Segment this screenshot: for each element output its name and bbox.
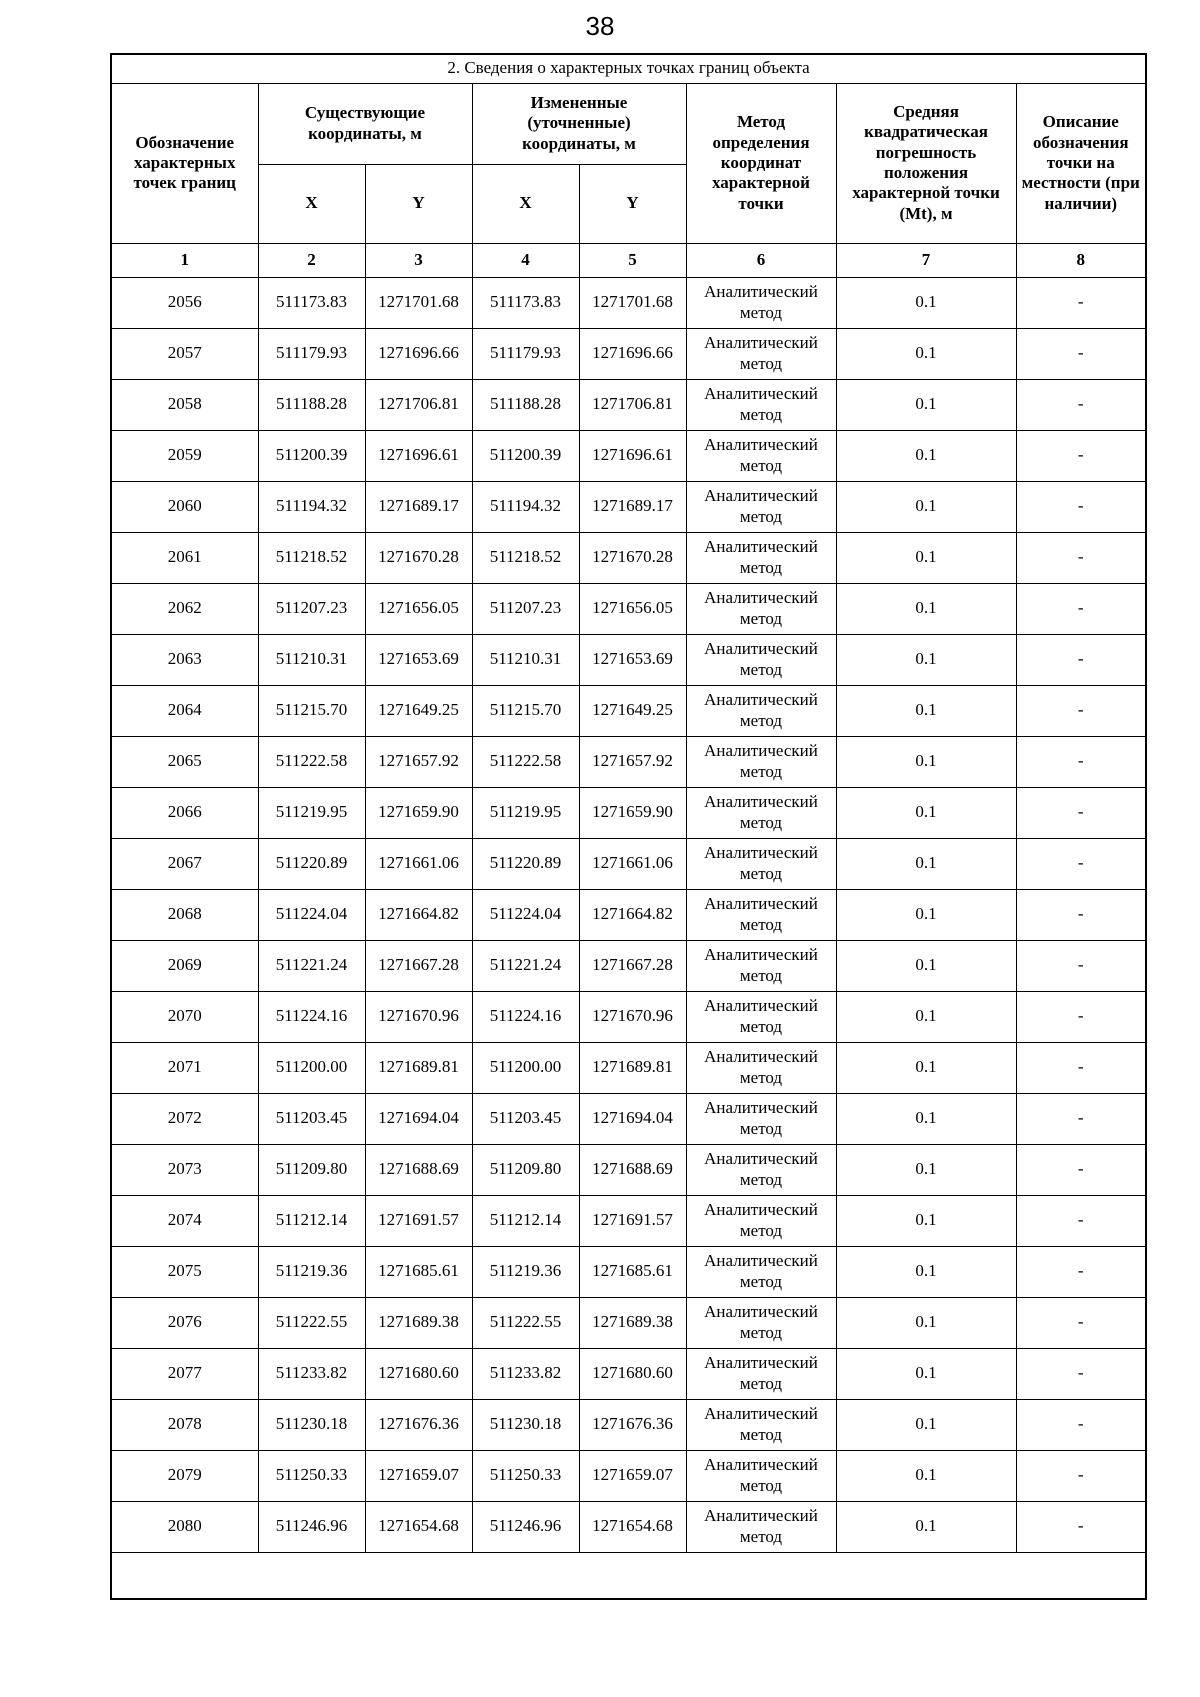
x-existing-cell: 511219.36 — [258, 1246, 365, 1297]
header-designation: Обозначение характерных точек границ — [111, 83, 258, 243]
y-existing-cell: 1271689.38 — [365, 1297, 472, 1348]
description-cell: - — [1016, 1246, 1146, 1297]
method-cell: Аналитический метод — [686, 1399, 836, 1450]
header-rmse: Средняя квадратическая погрешность положения характерной точки (Mt), м — [836, 83, 1016, 243]
y-existing-cell: 1271696.61 — [365, 430, 472, 481]
x-existing-cell: 511246.96 — [258, 1501, 365, 1552]
rmse-cell: 0.1 — [836, 838, 1016, 889]
y-existing-cell: 1271670.96 — [365, 991, 472, 1042]
y-changed-cell: 1271688.69 — [579, 1144, 686, 1195]
rmse-cell: 0.1 — [836, 889, 1016, 940]
rmse-cell: 0.1 — [836, 1144, 1016, 1195]
y-changed-cell: 1271696.66 — [579, 328, 686, 379]
header-description: Описание обозначения точки на местности (при наличии) — [1016, 83, 1146, 243]
table-row — [111, 787, 1146, 838]
y-existing-cell: 1271664.82 — [365, 889, 472, 940]
table-row — [111, 379, 1146, 430]
description-cell: - — [1016, 1093, 1146, 1144]
y-changed-cell: 1271653.69 — [579, 634, 686, 685]
description-cell: - — [1016, 277, 1146, 328]
rmse-cell: 0.1 — [836, 1297, 1016, 1348]
y-changed-cell: 1271676.36 — [579, 1399, 686, 1450]
empty-row — [111, 1552, 1146, 1599]
table-row — [111, 685, 1146, 736]
point-number-cell: 2058 — [111, 379, 258, 430]
page-number: 38 — [585, 11, 615, 41]
rmse-cell: 0.1 — [836, 1195, 1016, 1246]
x-changed-cell: 511219.36 — [472, 1246, 579, 1297]
rmse-cell: 0.1 — [836, 787, 1016, 838]
y-existing-cell: 1271688.69 — [365, 1144, 472, 1195]
description-cell: - — [1016, 736, 1146, 787]
x-changed-cell: 511212.14 — [472, 1195, 579, 1246]
description-cell: - — [1016, 1450, 1146, 1501]
description-cell: - — [1016, 1501, 1146, 1552]
y-existing-cell: 1271680.60 — [365, 1348, 472, 1399]
x-changed-cell: 511221.24 — [472, 940, 579, 991]
x-changed-cell: 511220.89 — [472, 838, 579, 889]
description-cell: - — [1016, 1399, 1146, 1450]
x-existing-cell: 511250.33 — [258, 1450, 365, 1501]
rmse-cell: 0.1 — [836, 1042, 1016, 1093]
point-number-cell: 2063 — [111, 634, 258, 685]
table-row — [111, 838, 1146, 889]
description-cell: - — [1016, 430, 1146, 481]
y-existing-cell: 1271685.61 — [365, 1246, 472, 1297]
method-cell: Аналитический метод — [686, 1195, 836, 1246]
y-existing-cell: 1271654.68 — [365, 1501, 472, 1552]
table-row — [111, 991, 1146, 1042]
y-existing-cell: 1271661.06 — [365, 838, 472, 889]
rmse-cell: 0.1 — [836, 277, 1016, 328]
method-cell: Аналитический метод — [686, 532, 836, 583]
header-y-existing: Y — [365, 164, 472, 243]
x-changed-cell: 511218.52 — [472, 532, 579, 583]
y-changed-cell: 1271694.04 — [579, 1093, 686, 1144]
y-changed-cell: 1271659.90 — [579, 787, 686, 838]
y-changed-cell: 1271649.25 — [579, 685, 686, 736]
column-number-8: 8 — [1016, 243, 1146, 277]
y-changed-cell: 1271689.81 — [579, 1042, 686, 1093]
description-cell: - — [1016, 991, 1146, 1042]
point-number-cell: 2080 — [111, 1501, 258, 1552]
description-cell: - — [1016, 1144, 1146, 1195]
x-changed-cell: 511210.31 — [472, 634, 579, 685]
point-number-cell: 2066 — [111, 787, 258, 838]
method-cell: Аналитический метод — [686, 430, 836, 481]
method-cell: Аналитический метод — [686, 940, 836, 991]
y-changed-cell: 1271670.96 — [579, 991, 686, 1042]
x-existing-cell: 511233.82 — [258, 1348, 365, 1399]
column-number-3: 3 — [365, 243, 472, 277]
rmse-cell: 0.1 — [836, 1093, 1016, 1144]
description-cell: - — [1016, 634, 1146, 685]
method-cell: Аналитический метод — [686, 787, 836, 838]
table-row — [111, 634, 1146, 685]
y-existing-cell: 1271696.66 — [365, 328, 472, 379]
x-existing-cell: 511179.93 — [258, 328, 365, 379]
description-cell: - — [1016, 481, 1146, 532]
x-existing-cell: 511188.28 — [258, 379, 365, 430]
y-changed-cell: 1271667.28 — [579, 940, 686, 991]
y-existing-cell: 1271706.81 — [365, 379, 472, 430]
y-changed-cell: 1271689.17 — [579, 481, 686, 532]
table-row — [111, 1450, 1146, 1501]
y-existing-cell: 1271667.28 — [365, 940, 472, 991]
column-number-5: 5 — [579, 243, 686, 277]
table-title-row — [111, 54, 1146, 84]
point-number-cell: 2070 — [111, 991, 258, 1042]
point-number-cell: 2071 — [111, 1042, 258, 1093]
x-existing-cell: 511221.24 — [258, 940, 365, 991]
header-method: Метод определения координат характерной точки — [686, 83, 836, 243]
description-cell: - — [1016, 889, 1146, 940]
y-changed-cell: 1271691.57 — [579, 1195, 686, 1246]
table-row — [111, 532, 1146, 583]
description-cell: - — [1016, 583, 1146, 634]
rmse-cell: 0.1 — [836, 634, 1016, 685]
method-cell: Аналитический метод — [686, 583, 836, 634]
y-changed-cell: 1271706.81 — [579, 379, 686, 430]
rmse-cell: 0.1 — [836, 736, 1016, 787]
header-x-existing: X — [258, 164, 365, 243]
y-changed-cell: 1271685.61 — [579, 1246, 686, 1297]
method-cell: Аналитический метод — [686, 991, 836, 1042]
table-row — [111, 481, 1146, 532]
method-cell: Аналитический метод — [686, 1450, 836, 1501]
point-number-cell: 2061 — [111, 532, 258, 583]
x-changed-cell: 511200.00 — [472, 1042, 579, 1093]
x-changed-cell: 511246.96 — [472, 1501, 579, 1552]
x-existing-cell: 511222.55 — [258, 1297, 365, 1348]
y-changed-cell: 1271696.61 — [579, 430, 686, 481]
x-changed-cell: 511224.16 — [472, 991, 579, 1042]
y-existing-cell: 1271659.90 — [365, 787, 472, 838]
x-existing-cell: 511230.18 — [258, 1399, 365, 1450]
y-changed-cell: 1271659.07 — [579, 1450, 686, 1501]
x-existing-cell: 511215.70 — [258, 685, 365, 736]
point-number-cell: 2069 — [111, 940, 258, 991]
description-cell: - — [1016, 1297, 1146, 1348]
y-existing-cell: 1271691.57 — [365, 1195, 472, 1246]
method-cell: Аналитический метод — [686, 1144, 836, 1195]
x-existing-cell: 511224.16 — [258, 991, 365, 1042]
y-changed-cell: 1271670.28 — [579, 532, 686, 583]
point-number-cell: 2056 — [111, 277, 258, 328]
method-cell: Аналитический метод — [686, 685, 836, 736]
header-changed-coords-text: Измененные (уточненные) координаты, м — [522, 93, 636, 153]
x-existing-cell: 511173.83 — [258, 277, 365, 328]
column-numbers-row — [111, 243, 1146, 277]
table-row — [111, 1093, 1146, 1144]
y-existing-cell: 1271659.07 — [365, 1450, 472, 1501]
table-title: 2. Сведения о характерных точках границ объекта — [111, 54, 1146, 84]
point-number-cell: 2072 — [111, 1093, 258, 1144]
method-cell: Аналитический метод — [686, 1093, 836, 1144]
description-cell: - — [1016, 787, 1146, 838]
column-number-4: 4 — [472, 243, 579, 277]
x-changed-cell: 511207.23 — [472, 583, 579, 634]
table-row — [111, 328, 1146, 379]
rmse-cell: 0.1 — [836, 991, 1016, 1042]
column-number-1: 1 — [111, 243, 258, 277]
y-changed-cell: 1271664.82 — [579, 889, 686, 940]
table-row — [111, 940, 1146, 991]
header-changed-coords — [472, 83, 686, 164]
method-cell: Аналитический метод — [686, 634, 836, 685]
table-row — [111, 736, 1146, 787]
x-changed-cell: 511215.70 — [472, 685, 579, 736]
point-number-cell: 2078 — [111, 1399, 258, 1450]
rmse-cell: 0.1 — [836, 685, 1016, 736]
table-row — [111, 277, 1146, 328]
header-x-changed: X — [472, 164, 579, 243]
x-changed-cell: 511230.18 — [472, 1399, 579, 1450]
method-cell: Аналитический метод — [686, 328, 836, 379]
table-row — [111, 889, 1146, 940]
rmse-cell: 0.1 — [836, 1348, 1016, 1399]
point-number-cell: 2073 — [111, 1144, 258, 1195]
point-number-cell: 2077 — [111, 1348, 258, 1399]
description-cell: - — [1016, 328, 1146, 379]
point-number-cell: 2074 — [111, 1195, 258, 1246]
x-existing-cell: 511200.39 — [258, 430, 365, 481]
table-body — [111, 277, 1146, 1552]
description-cell: - — [1016, 685, 1146, 736]
x-existing-cell: 511212.14 — [258, 1195, 365, 1246]
x-existing-cell: 511209.80 — [258, 1144, 365, 1195]
x-changed-cell: 511219.95 — [472, 787, 579, 838]
method-cell: Аналитический метод — [686, 838, 836, 889]
header-existing-coords: Существующие координаты, м — [258, 83, 472, 164]
empty-row-cell — [111, 1552, 1146, 1599]
description-cell: - — [1016, 1348, 1146, 1399]
point-number-cell: 2068 — [111, 889, 258, 940]
description-cell: - — [1016, 1042, 1146, 1093]
point-number-cell: 2060 — [111, 481, 258, 532]
point-number-cell: 2062 — [111, 583, 258, 634]
point-number-cell: 2067 — [111, 838, 258, 889]
point-number-cell: 2075 — [111, 1246, 258, 1297]
rmse-cell: 0.1 — [836, 430, 1016, 481]
rmse-cell: 0.1 — [836, 940, 1016, 991]
rmse-cell: 0.1 — [836, 583, 1016, 634]
description-cell: - — [1016, 940, 1146, 991]
rmse-cell: 0.1 — [836, 481, 1016, 532]
column-number-7: 7 — [836, 243, 1016, 277]
table-row — [111, 1144, 1146, 1195]
method-cell: Аналитический метод — [686, 277, 836, 328]
method-cell: Аналитический метод — [686, 736, 836, 787]
table-row — [111, 430, 1146, 481]
y-existing-cell: 1271656.05 — [365, 583, 472, 634]
x-existing-cell: 511210.31 — [258, 634, 365, 685]
point-number-cell: 2079 — [111, 1450, 258, 1501]
x-existing-cell: 511194.32 — [258, 481, 365, 532]
rmse-cell: 0.1 — [836, 328, 1016, 379]
method-cell: Аналитический метод — [686, 1042, 836, 1093]
y-changed-cell: 1271701.68 — [579, 277, 686, 328]
x-existing-cell: 511200.00 — [258, 1042, 365, 1093]
x-changed-cell: 511179.93 — [472, 328, 579, 379]
method-cell: Аналитический метод — [686, 1348, 836, 1399]
y-existing-cell: 1271689.17 — [365, 481, 472, 532]
header-group-row — [111, 83, 1146, 164]
y-changed-cell: 1271689.38 — [579, 1297, 686, 1348]
description-cell: - — [1016, 838, 1146, 889]
y-changed-cell: 1271656.05 — [579, 583, 686, 634]
table-row — [111, 1501, 1146, 1552]
x-existing-cell: 511220.89 — [258, 838, 365, 889]
point-number-cell: 2065 — [111, 736, 258, 787]
y-changed-cell: 1271680.60 — [579, 1348, 686, 1399]
x-existing-cell: 511207.23 — [258, 583, 365, 634]
table-row — [111, 583, 1146, 634]
table-row — [111, 1297, 1146, 1348]
y-existing-cell: 1271653.69 — [365, 634, 472, 685]
x-changed-cell: 511224.04 — [472, 889, 579, 940]
rmse-cell: 0.1 — [836, 1501, 1016, 1552]
boundary-points-table — [110, 53, 1147, 1600]
table-row — [111, 1042, 1146, 1093]
x-changed-cell: 511209.80 — [472, 1144, 579, 1195]
method-cell: Аналитический метод — [686, 1501, 836, 1552]
y-existing-cell: 1271676.36 — [365, 1399, 472, 1450]
rmse-cell: 0.1 — [836, 1450, 1016, 1501]
point-number-cell: 2076 — [111, 1297, 258, 1348]
y-changed-cell: 1271657.92 — [579, 736, 686, 787]
y-changed-cell: 1271661.06 — [579, 838, 686, 889]
y-changed-cell: 1271654.68 — [579, 1501, 686, 1552]
column-number-2: 2 — [258, 243, 365, 277]
rmse-cell: 0.1 — [836, 379, 1016, 430]
method-cell: Аналитический метод — [686, 1297, 836, 1348]
x-changed-cell: 511222.55 — [472, 1297, 579, 1348]
table-row — [111, 1246, 1146, 1297]
y-existing-cell: 1271689.81 — [365, 1042, 472, 1093]
point-number-cell: 2064 — [111, 685, 258, 736]
table-row — [111, 1195, 1146, 1246]
x-changed-cell: 511250.33 — [472, 1450, 579, 1501]
x-changed-cell: 511222.58 — [472, 736, 579, 787]
header-y-changed: Y — [579, 164, 686, 243]
y-existing-cell: 1271701.68 — [365, 277, 472, 328]
x-existing-cell: 511203.45 — [258, 1093, 365, 1144]
y-existing-cell: 1271670.28 — [365, 532, 472, 583]
y-existing-cell: 1271649.25 — [365, 685, 472, 736]
method-cell: Аналитический метод — [686, 481, 836, 532]
x-existing-cell: 511224.04 — [258, 889, 365, 940]
table-row — [111, 1399, 1146, 1450]
rmse-cell: 0.1 — [836, 1246, 1016, 1297]
x-changed-cell: 511188.28 — [472, 379, 579, 430]
rmse-cell: 0.1 — [836, 532, 1016, 583]
x-changed-cell: 511200.39 — [472, 430, 579, 481]
table-row — [111, 1348, 1146, 1399]
x-changed-cell: 511194.32 — [472, 481, 579, 532]
method-cell: Аналитический метод — [686, 1246, 836, 1297]
x-changed-cell: 511173.83 — [472, 277, 579, 328]
description-cell: - — [1016, 1195, 1146, 1246]
point-number-cell: 2057 — [111, 328, 258, 379]
point-number-cell: 2059 — [111, 430, 258, 481]
x-changed-cell: 511233.82 — [472, 1348, 579, 1399]
method-cell: Аналитический метод — [686, 889, 836, 940]
x-existing-cell: 511222.58 — [258, 736, 365, 787]
x-existing-cell: 511218.52 — [258, 532, 365, 583]
rmse-cell: 0.1 — [836, 1399, 1016, 1450]
y-existing-cell: 1271694.04 — [365, 1093, 472, 1144]
x-changed-cell: 511203.45 — [472, 1093, 579, 1144]
description-cell: - — [1016, 379, 1146, 430]
x-existing-cell: 511219.95 — [258, 787, 365, 838]
description-cell: - — [1016, 532, 1146, 583]
y-existing-cell: 1271657.92 — [365, 736, 472, 787]
method-cell: Аналитический метод — [686, 379, 836, 430]
column-number-6: 6 — [686, 243, 836, 277]
